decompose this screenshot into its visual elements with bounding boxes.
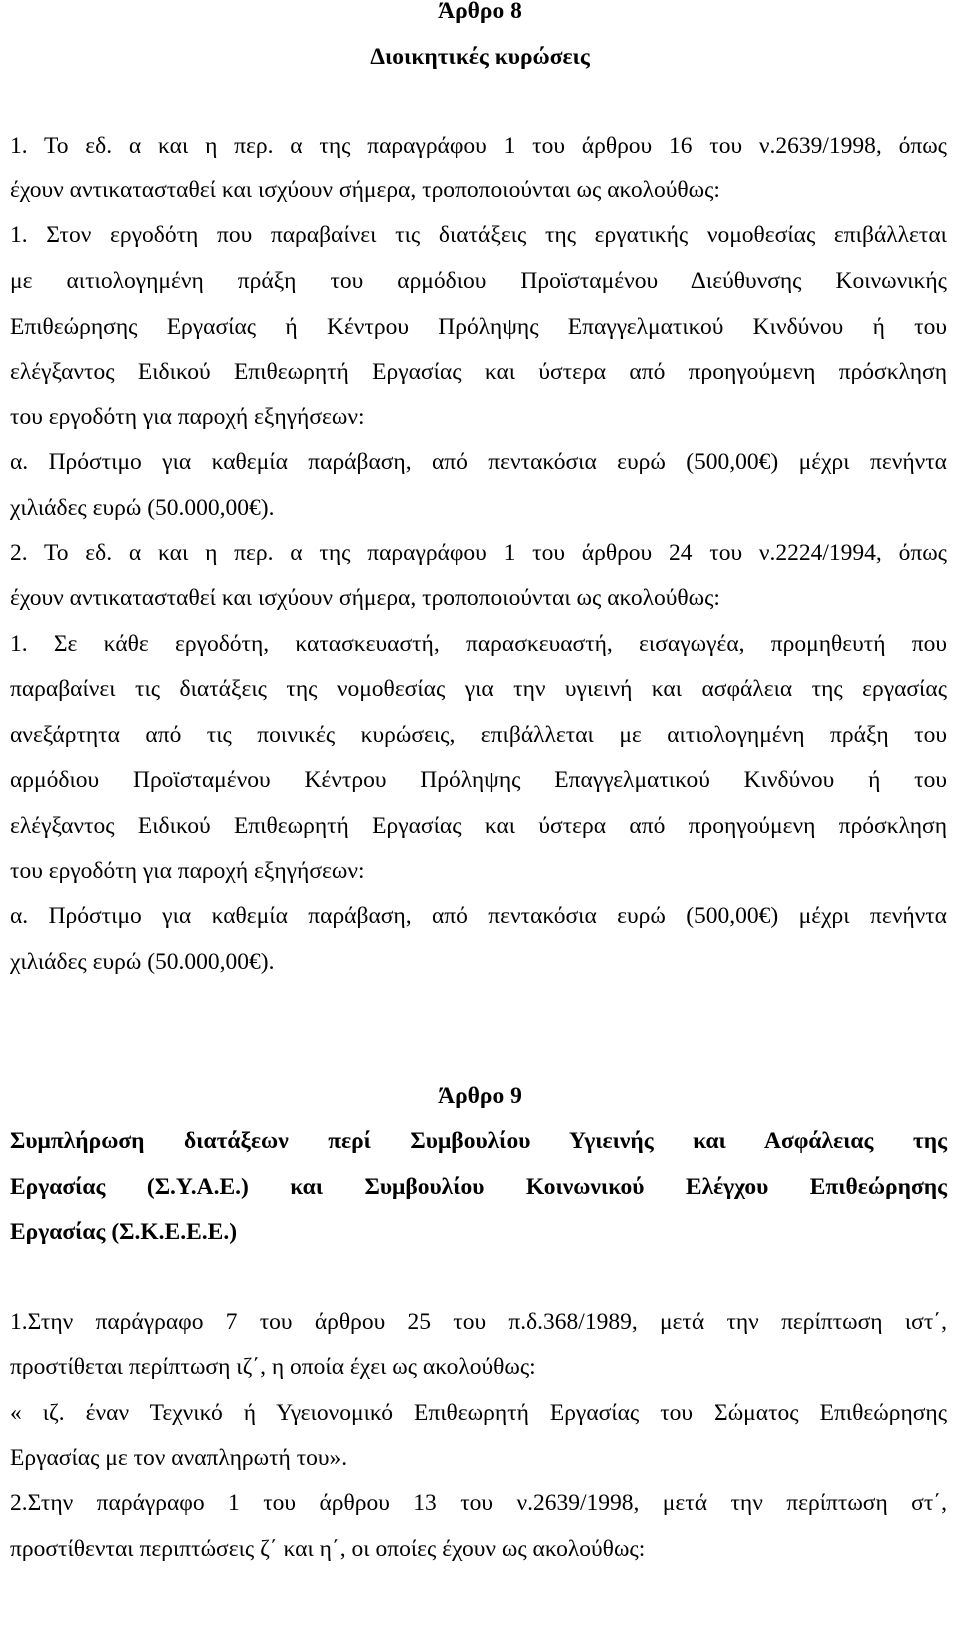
article-8-line: 2. Το εδ. α και η περ. α της παραγράφου 1 του άρθρου 24 του ν.2224/1994, όπως: [10, 540, 947, 566]
article-8-line: χιλιάδες ευρώ (50.000,00€).: [10, 949, 275, 975]
article-8-line: α. Πρόστιμο για καθεμία παράβαση, από πεντακόσια ευρώ (500,00€) μέχρι πενήντα: [10, 903, 947, 929]
article-8-line: χιλιάδες ευρώ (50.000,00€).: [10, 495, 275, 521]
article-8-line: του εργοδότη για παροχή εξηγήσεων:: [10, 858, 365, 884]
article-8-line: ελέγξαντος Ειδικού Επιθεωρητή Εργασίας και ύστερα από προηγούμενη πρόσκληση: [10, 359, 947, 385]
article-9-title-line: Εργασίας (Σ.Υ.Α.Ε.) και Συμβουλίου Κοινωνικού Ελέγχου Επιθεώρησης: [10, 1174, 947, 1200]
article-8-line: έχουν αντικατασταθεί και ισχύουν σήμερα, τροποποιούνται ως ακολούθως:: [10, 585, 720, 611]
article-8-line: 1. Το εδ. α και η περ. α της παραγράφου 1 του άρθρου 16 του ν.2639/1998, όπως: [10, 133, 947, 159]
article-9-line: προστίθεται περίπτωση ιζ΄, η οποία έχει ως ακολούθως:: [10, 1354, 536, 1380]
article-9-line: 1.Στην παράγραφο 7 του άρθρου 25 του π.δ.368/1989, μετά την περίπτωση ιστ΄,: [10, 1309, 947, 1335]
article-8-line: έχουν αντικατασταθεί και ισχύουν σήμερα, τροποποιούνται ως ακολούθως:: [10, 177, 720, 203]
article-9-title-line: Συμπλήρωση διατάξεων περί Συμβουλίου Υγιεινής και Ασφάλειας της: [10, 1128, 947, 1154]
article-8-line: ανεξάρτητα από τις ποινικές κυρώσεις, επιβάλλεται με αιτιολογημένη πράξη του: [10, 722, 947, 748]
article-9-line: Εργασίας με τον αναπληρωτή του».: [10, 1445, 348, 1471]
article-8-line: α. Πρόστιμο για καθεμία παράβαση, από πεντακόσια ευρώ (500,00€) μέχρι πενήντα: [10, 449, 947, 475]
article-9-heading: Άρθρο 9: [438, 1083, 522, 1109]
article-9-title-line: Εργασίας (Σ.Κ.Ε.Ε.Ε.): [10, 1219, 238, 1245]
article-8-line: παραβαίνει τις διατάξεις της νομοθεσίας για την υγιεινή και ασφάλεια της εργασίας: [10, 676, 947, 702]
article-8-heading: Άρθρο 8: [438, 0, 522, 24]
article-8-line: του εργοδότη για παροχή εξηγήσεων:: [10, 404, 365, 430]
article-8-line: 1. Στον εργοδότη που παραβαίνει τις διατάξεις της εργατικής νομοθεσίας επιβάλλεται: [10, 222, 947, 248]
article-9-line: 2.Στην παράγραφο 1 του άρθρου 13 του ν.2639/1998, μετά την περίπτωση στ΄,: [10, 1490, 947, 1516]
article-9-line: προστίθενται περιπτώσεις ζ΄ και η΄, οι οποίες έχουν ως ακολούθως:: [10, 1536, 646, 1562]
article-8-line: ελέγξαντος Ειδικού Επιθεωρητή Εργασίας και ύστερα από προηγούμενη πρόσκληση: [10, 813, 947, 839]
article-8-line: Επιθεώρησης Εργασίας ή Κέντρου Πρόληψης Επαγγελματικού Κινδύνου ή του: [10, 314, 947, 340]
article-9-line: « ιζ. έναν Τεχνικό ή Υγειονομικό Επιθεωρητή Εργασίας του Σώματος Επιθεώρησης: [10, 1400, 947, 1426]
article-8-line: 1. Σε κάθε εργοδότη, κατασκευαστή, παρασκευαστή, εισαγωγέα, προμηθευτή που: [10, 631, 947, 657]
article-8-line: αρμόδιου Προϊσταμένου Κέντρου Πρόληψης Επαγγελματικού Κινδύνου ή του: [10, 767, 947, 793]
article-8-title: Διοικητικές κυρώσεις: [370, 44, 590, 70]
article-8-line: με αιτιολογημένη πράξη του αρμόδιου Προϊσταμένου Διεύθυνσης Κοινωνικής: [10, 268, 947, 294]
